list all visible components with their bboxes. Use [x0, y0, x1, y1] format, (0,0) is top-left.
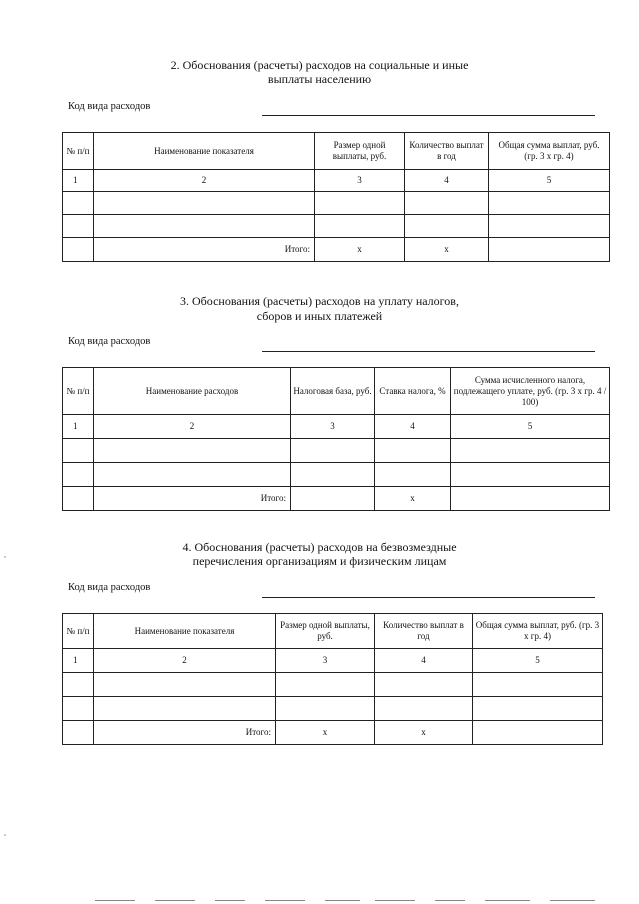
cell	[63, 721, 94, 745]
table-row[interactable]	[63, 192, 610, 215]
header-cell-count: Количество выплат в год	[405, 133, 489, 170]
cell[interactable]	[291, 463, 375, 487]
total-mark: x	[315, 238, 405, 262]
total-mark: x	[375, 721, 473, 745]
scan-speck	[4, 834, 6, 836]
total-mark: x	[375, 487, 451, 511]
cell[interactable]	[276, 673, 375, 697]
section-4-table	[62, 613, 603, 745]
cell[interactable]	[473, 673, 603, 697]
total-sum-cell[interactable]	[451, 487, 610, 511]
cell[interactable]	[94, 439, 291, 463]
column-number: 5	[473, 649, 603, 673]
header-cell-name: Наименование показателя	[94, 614, 276, 649]
cell[interactable]	[405, 215, 489, 238]
section-2-code-input-line[interactable]	[262, 115, 595, 116]
column-number-row	[63, 649, 603, 673]
column-number: 1	[63, 170, 94, 192]
header-cell-total: Общая сумма выплат, руб. (гр. 3 х гр. 4)	[473, 614, 603, 649]
header-cell-tax-base: Налоговая база, руб.	[291, 368, 375, 415]
total-row	[63, 487, 610, 511]
section-3-code-label: Код вида расходов	[68, 336, 151, 347]
section-4-code-label: Код вида расходов	[68, 582, 151, 593]
section-2-title-line1: 2. Обоснования (расчеты) расходов на социальные и иные	[170, 58, 469, 72]
total-label: Итого:	[94, 487, 291, 511]
total-sum-cell[interactable]	[489, 238, 610, 262]
column-number: 3	[276, 649, 375, 673]
column-number: 4	[375, 649, 473, 673]
section-2-title-line2: выплаты населению	[267, 72, 372, 86]
total-mark: x	[405, 238, 489, 262]
section-4-code-input-line[interactable]	[262, 597, 595, 598]
table-row[interactable]	[63, 673, 603, 697]
column-number-row	[63, 415, 610, 439]
cell[interactable]	[94, 215, 315, 238]
header-cell-tax-rate: Ставка налога, %	[375, 368, 451, 415]
cell[interactable]	[489, 215, 610, 238]
table-row[interactable]	[63, 463, 610, 487]
column-number: 2	[94, 415, 291, 439]
cell[interactable]	[94, 192, 315, 215]
table-row[interactable]	[63, 439, 610, 463]
total-mark[interactable]	[291, 487, 375, 511]
section-3-title-line2: сборов и иных платежей	[256, 309, 383, 323]
section-3-title-line1: 3. Обоснования (расчеты) расходов на уплату налогов,	[180, 294, 459, 308]
cell[interactable]	[451, 463, 610, 487]
cell[interactable]	[94, 697, 276, 721]
column-number: 4	[375, 415, 451, 439]
cell[interactable]	[63, 215, 94, 238]
header-cell-num: № п/п	[63, 133, 94, 170]
page-footer-dashes	[95, 900, 615, 903]
section-3-code-input-line[interactable]	[262, 351, 595, 352]
column-number: 3	[291, 415, 375, 439]
section-4-title-line2: перечисления организациям и физическим лицам	[192, 554, 447, 568]
header-cell-payment-size: Размер одной выплаты, руб.	[315, 133, 405, 170]
table-row[interactable]	[63, 215, 610, 238]
total-label: Итого:	[94, 721, 276, 745]
total-sum-cell[interactable]	[473, 721, 603, 745]
cell[interactable]	[63, 439, 94, 463]
header-cell-num: № п/п	[63, 614, 94, 649]
cell[interactable]	[63, 697, 94, 721]
column-number: 2	[94, 170, 315, 192]
column-number: 5	[489, 170, 610, 192]
header-cell-name: Наименование расходов	[94, 368, 291, 415]
cell[interactable]	[489, 192, 610, 215]
header-cell-name: Наименование показателя	[94, 133, 315, 170]
total-label: Итого:	[94, 238, 315, 262]
column-number: 1	[63, 649, 94, 673]
scan-speck	[4, 556, 6, 558]
cell	[63, 487, 94, 511]
cell[interactable]	[276, 697, 375, 721]
total-row	[63, 721, 603, 745]
table-header-row	[63, 368, 610, 415]
column-number: 2	[94, 649, 276, 673]
cell	[63, 238, 94, 262]
column-number: 5	[451, 415, 610, 439]
section-3-table	[62, 367, 610, 511]
cell[interactable]	[375, 697, 473, 721]
cell[interactable]	[63, 673, 94, 697]
section-2-table	[62, 132, 610, 262]
total-mark: x	[276, 721, 375, 745]
cell[interactable]	[375, 463, 451, 487]
header-cell-count: Количество выплат в год	[375, 614, 473, 649]
table-header-row	[63, 133, 610, 170]
header-cell-total: Общая сумма выплат, руб. (гр. 3 х гр. 4)	[489, 133, 610, 170]
column-number: 4	[405, 170, 489, 192]
section-2-code-label: Код вида расходов	[68, 101, 151, 112]
column-number-row	[63, 170, 610, 192]
cell[interactable]	[291, 439, 375, 463]
cell[interactable]	[315, 192, 405, 215]
cell[interactable]	[375, 439, 451, 463]
cell[interactable]	[94, 463, 291, 487]
cell[interactable]	[63, 463, 94, 487]
table-header-row	[63, 614, 603, 649]
cell[interactable]	[451, 439, 610, 463]
header-cell-num: № п/п	[63, 368, 94, 415]
table-row[interactable]	[63, 697, 603, 721]
cell[interactable]	[63, 192, 94, 215]
cell[interactable]	[94, 673, 276, 697]
cell[interactable]	[315, 215, 405, 238]
header-cell-payment-size: Размер одной выплаты, руб.	[276, 614, 375, 649]
header-cell-tax-sum: Сумма исчисленного налога, подлежащего уплате, руб. (гр. 3 х гр. 4 / 100)	[451, 368, 610, 415]
cell[interactable]	[405, 192, 489, 215]
cell[interactable]	[375, 673, 473, 697]
cell[interactable]	[473, 697, 603, 721]
total-row	[63, 238, 610, 262]
section-4-title-line1: 4. Обоснования (расчеты) расходов на безвозмездные	[182, 540, 457, 554]
column-number: 1	[63, 415, 94, 439]
column-number: 3	[315, 170, 405, 192]
